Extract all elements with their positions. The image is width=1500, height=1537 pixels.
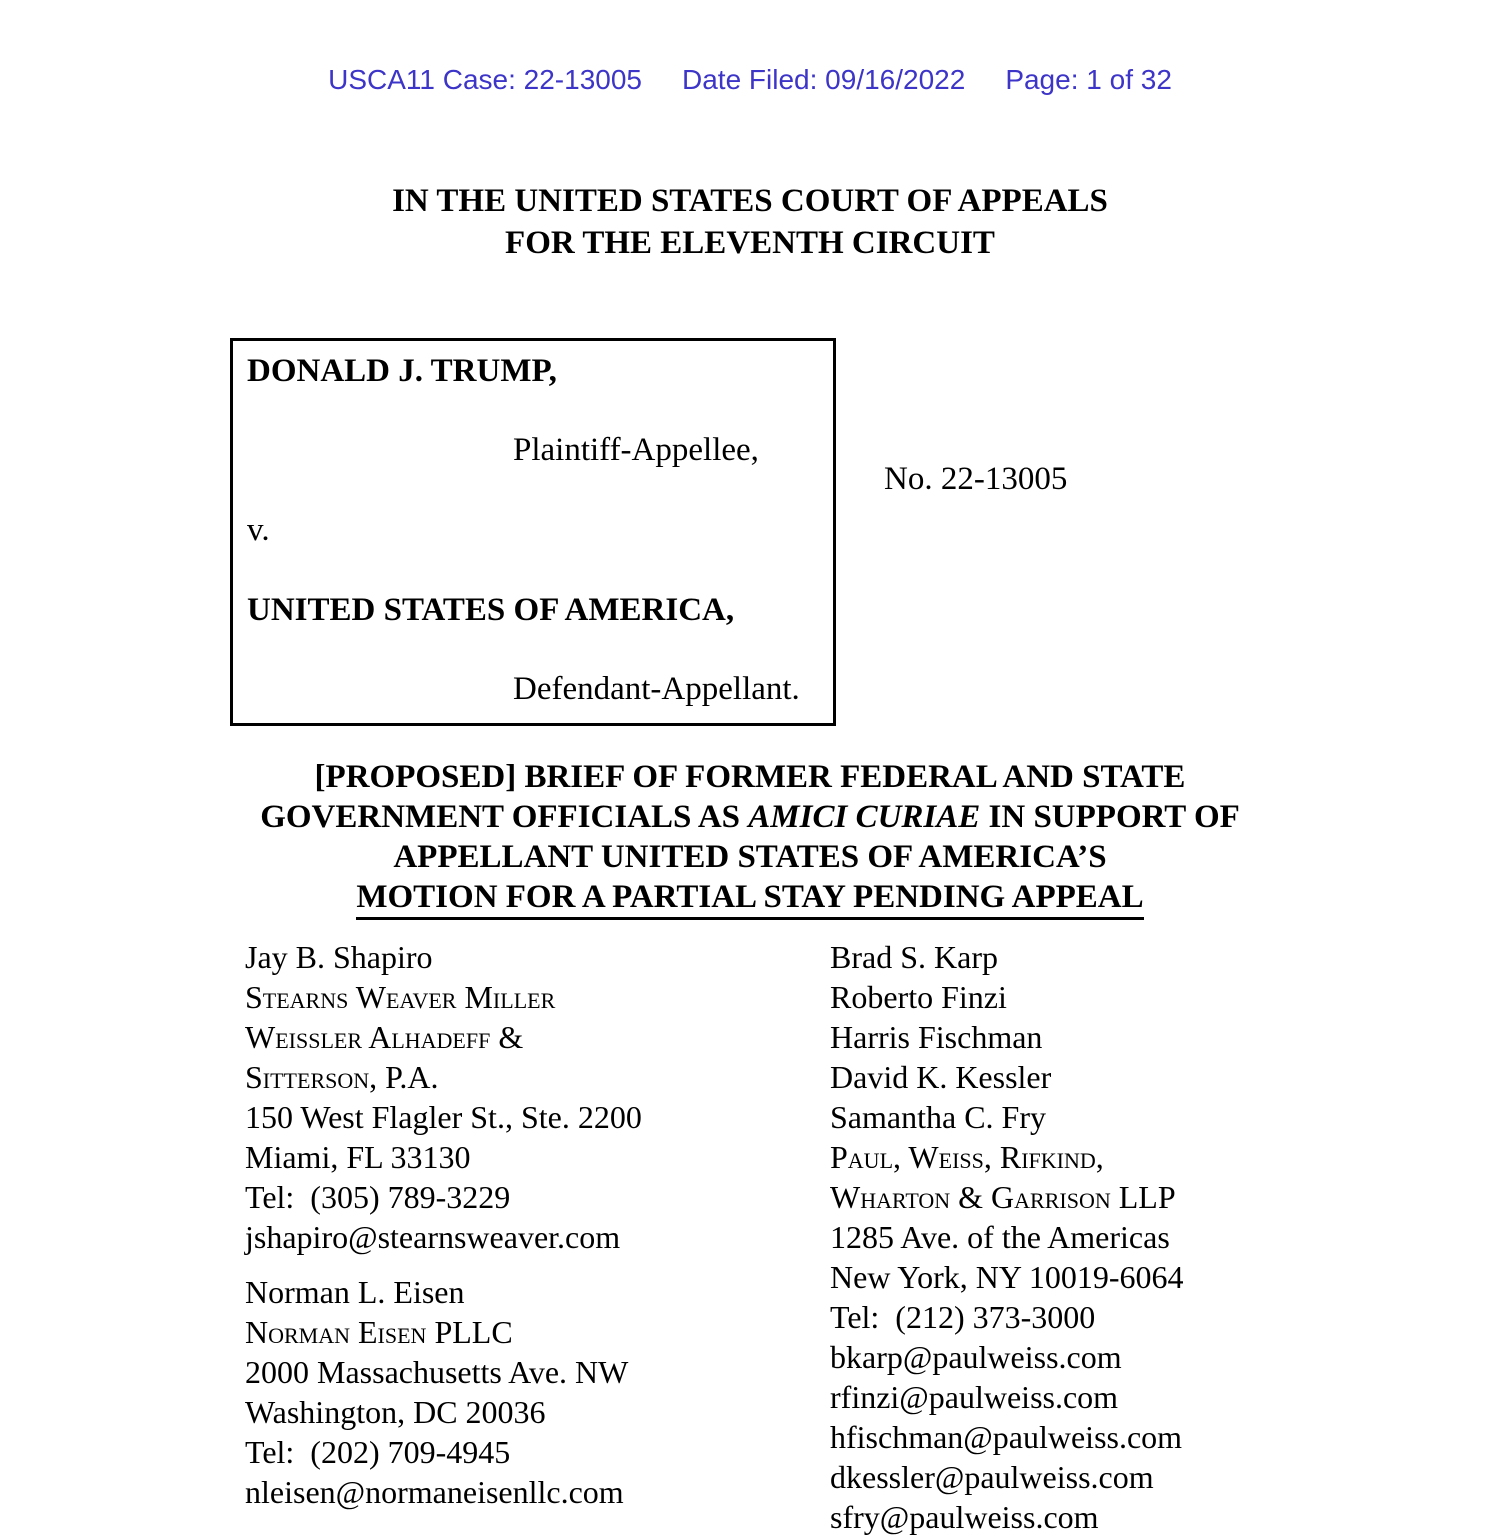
defendant-role: Defendant-Appellant.: [513, 671, 800, 707]
counsel-block: [830, 937, 1400, 1537]
counsel-line: Samantha C. Fry: [830, 1099, 1046, 1135]
case-number: No. 22-13005: [884, 461, 1068, 497]
counsel-line: Sitterson, P.A.: [245, 1059, 439, 1095]
counsel-email: bkarp@paulweiss.com: [830, 1339, 1122, 1375]
counsel-column-right: [830, 937, 1400, 1537]
counsel-line: Weissler Alhadeff &: [245, 1019, 524, 1055]
counsel-column-left: [245, 937, 815, 1512]
counsel-line: Brad S. Karp: [830, 939, 998, 975]
ecf-page-number: Page: 1 of 32: [1005, 64, 1172, 95]
brief-title-line4: [0, 877, 1500, 920]
counsel-line: David K. Kessler: [830, 1059, 1052, 1095]
counsel-line: Tel: (305) 789-3229: [245, 1179, 511, 1215]
counsel-line: Jay B. Shapiro: [245, 939, 433, 975]
ecf-case-number: USCA11 Case: 22-13005: [328, 64, 642, 95]
counsel-line: Tel: (202) 709-4945: [245, 1434, 511, 1470]
court-title: [0, 180, 1500, 264]
counsel-email: rfinzi@paulweiss.com: [830, 1379, 1119, 1415]
counsel-line: Stearns Weaver Miller: [245, 979, 556, 1015]
counsel-line: 1285 Ave. of the Americas: [830, 1219, 1170, 1255]
counsel-line: Washington, DC 20036: [245, 1394, 546, 1430]
ecf-date-filed: Date Filed: 09/16/2022: [682, 64, 966, 95]
brief-title-line2-pre: GOVERNMENT OFFICIALS AS: [260, 799, 749, 835]
counsel-line: 150 West Flagler St., Ste. 2200: [245, 1099, 642, 1135]
counsel-line: Norman L. Eisen: [245, 1274, 465, 1310]
counsel-block: [245, 1272, 815, 1512]
plaintiff-role: Plaintiff-Appellee,: [513, 432, 759, 468]
counsel-email: dkessler@paulweiss.com: [830, 1459, 1154, 1495]
counsel-line: Roberto Finzi: [830, 979, 1007, 1015]
counsel-line: Miami, FL 33130: [245, 1139, 471, 1175]
brief-title-underlined-motion-line: MOTION FOR A PARTIAL STAY PENDING APPEAL: [356, 877, 1143, 920]
court-title-line1: IN THE UNITED STATES COURT OF APPEALS: [392, 183, 1108, 219]
plaintiff-name: DONALD J. TRUMP,: [247, 353, 557, 389]
brief-title-line2-post: IN SUPPORT OF: [980, 799, 1240, 835]
counsel-line: 2000 Massachusetts Ave. NW: [245, 1354, 629, 1390]
brief-title-amici-curiae-italic: AMICI CURIAE: [748, 799, 981, 835]
brief-title-line1: [PROPOSED] BRIEF OF FORMER FEDERAL AND STATE: [314, 759, 1186, 795]
counsel-line: Paul, Weiss, Rifkind,: [830, 1139, 1104, 1175]
counsel-line: Wharton & Garrison LLP: [830, 1179, 1176, 1215]
brief-title: [0, 757, 1500, 920]
counsel-line: Harris Fischman: [830, 1019, 1043, 1055]
counsel-email: nleisen@normaneisenllc.com: [245, 1474, 624, 1510]
counsel-email: hfischman@paulweiss.com: [830, 1419, 1183, 1455]
court-title-line2: FOR THE ELEVENTH CIRCUIT: [505, 225, 995, 261]
case-caption-box: [230, 338, 836, 726]
counsel-email: sfry@paulweiss.com: [830, 1499, 1099, 1535]
defendant-name: UNITED STATES OF AMERICA,: [247, 592, 735, 628]
counsel-line: New York, NY 10019-6064: [830, 1259, 1184, 1295]
brief-title-line2: [0, 797, 1500, 837]
counsel-line: Tel: (212) 373-3000: [830, 1299, 1096, 1335]
counsel-email: jshapiro@stearnsweaver.com: [245, 1219, 621, 1255]
counsel-block: [245, 937, 815, 1257]
ecf-stamp-header: [0, 64, 1500, 96]
versus-label: v.: [247, 512, 270, 548]
brief-title-line3: APPELLANT UNITED STATES OF AMERICA’S: [393, 839, 1107, 875]
counsel-line: Norman Eisen PLLC: [245, 1314, 513, 1350]
